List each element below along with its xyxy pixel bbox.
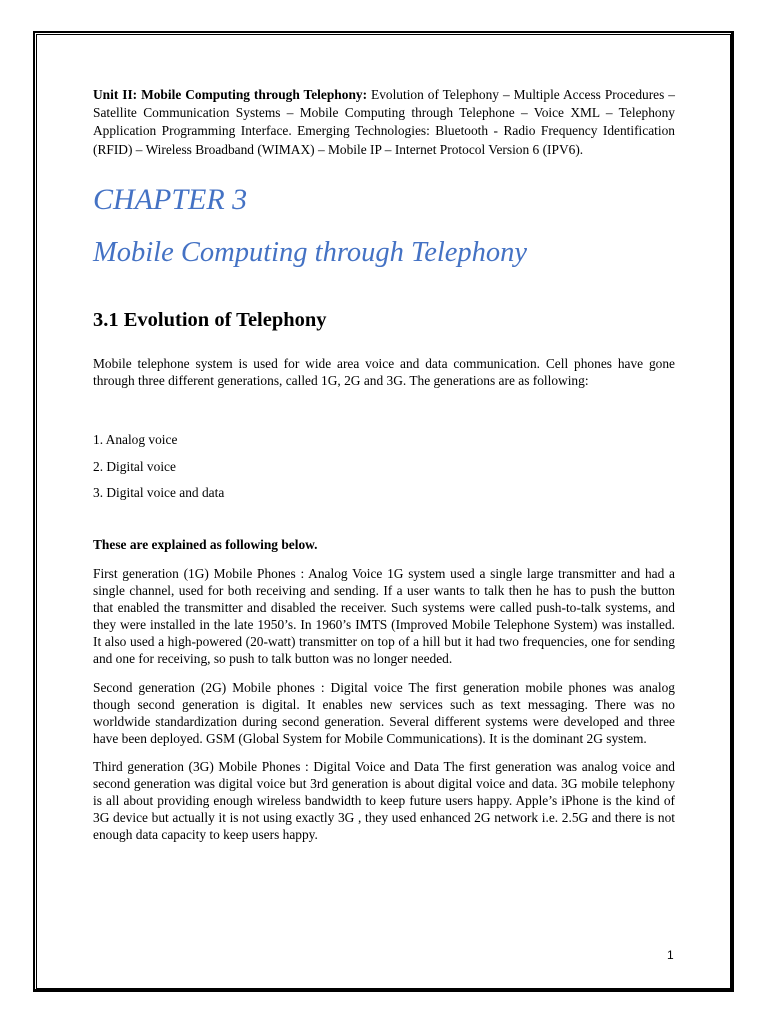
- section-heading: 3.1 Evolution of Telephony: [93, 308, 327, 331]
- paragraph-3g: Third generation (3G) Mobile Phones : Digital Voice and Data The first generation was analog voice and second generation was digital voice but 3rd generation is about digital voice and data. 3G mobile telephony is all about providing enough wireless bandwidth to keep future users happy. Apple’s iPhone is the kind of 3G device but actually it is not using exactly 3G , they used enhanced 2G network i.e. 2.5G and there is not enough data capacity to keep users happy.: [93, 758, 675, 843]
- explained-heading: These are explained as following below.: [93, 537, 318, 552]
- generation-list: [93, 431, 675, 501]
- section-intro: Mobile telephone system is used for wide area voice and data communication. Cell phones have gone through three different generations, called 1G, 2G and 3G. The generations are as following:: [93, 355, 675, 388]
- unit-syllabus: [93, 86, 675, 159]
- page-number: 1: [667, 948, 674, 962]
- unit-topics: Evolution of Telephony – Multiple Access Procedures – Satellite Communication Systems – Mobile Computing through Telephone – Voice XML – Telephony Application Programming Interface. Emerging Technologies: Bluetooth - Radio Frequency Identification (RFID) – Wireless Broadband (WIMAX) – Mobile IP – Internet Protocol Version 6 (IPV6).: [93, 87, 675, 157]
- list-item: 2. Digital voice: [93, 458, 176, 474]
- paragraph-1g: First generation (1G) Mobile Phones : Analog Voice 1G system used a single large transmitter and had a single channel, used for both receiving and sending. If a user wants to talk then he has to push the button that enabled the transmitter and disabled the receiver. Such systems were called push-to-talk systems, and they were installed in the late 1950’s. In 1960’s IMTS (Improved Mobile Telephone System) was installed. It also used a high-powered (20-watt) transmitter on top of a hill but it had two frequencies, one for sending and one for receiving, so push to talk button was no longer needed.: [93, 566, 675, 667]
- list-item: 1. Analog voice: [93, 432, 178, 447]
- page-content: [93, 86, 675, 843]
- unit-label: Unit II: Mobile Computing through Telephony:: [93, 87, 368, 102]
- paragraph-2g: Second generation (2G) Mobile phones : Digital voice The first generation mobile phones was analog though second generation is digital. It enables new services such as text messaging. There was no worldwide standardization during second generation. Several different systems were developed and three have been deployed. GSM (Global System for Mobile Communications). It is the dominant 2G system.: [93, 679, 675, 746]
- list-item: 3. Digital voice and data: [93, 485, 225, 500]
- chapter-number: CHAPTER 3: [93, 182, 248, 216]
- chapter-title: Mobile Computing through Telephony: [93, 236, 528, 268]
